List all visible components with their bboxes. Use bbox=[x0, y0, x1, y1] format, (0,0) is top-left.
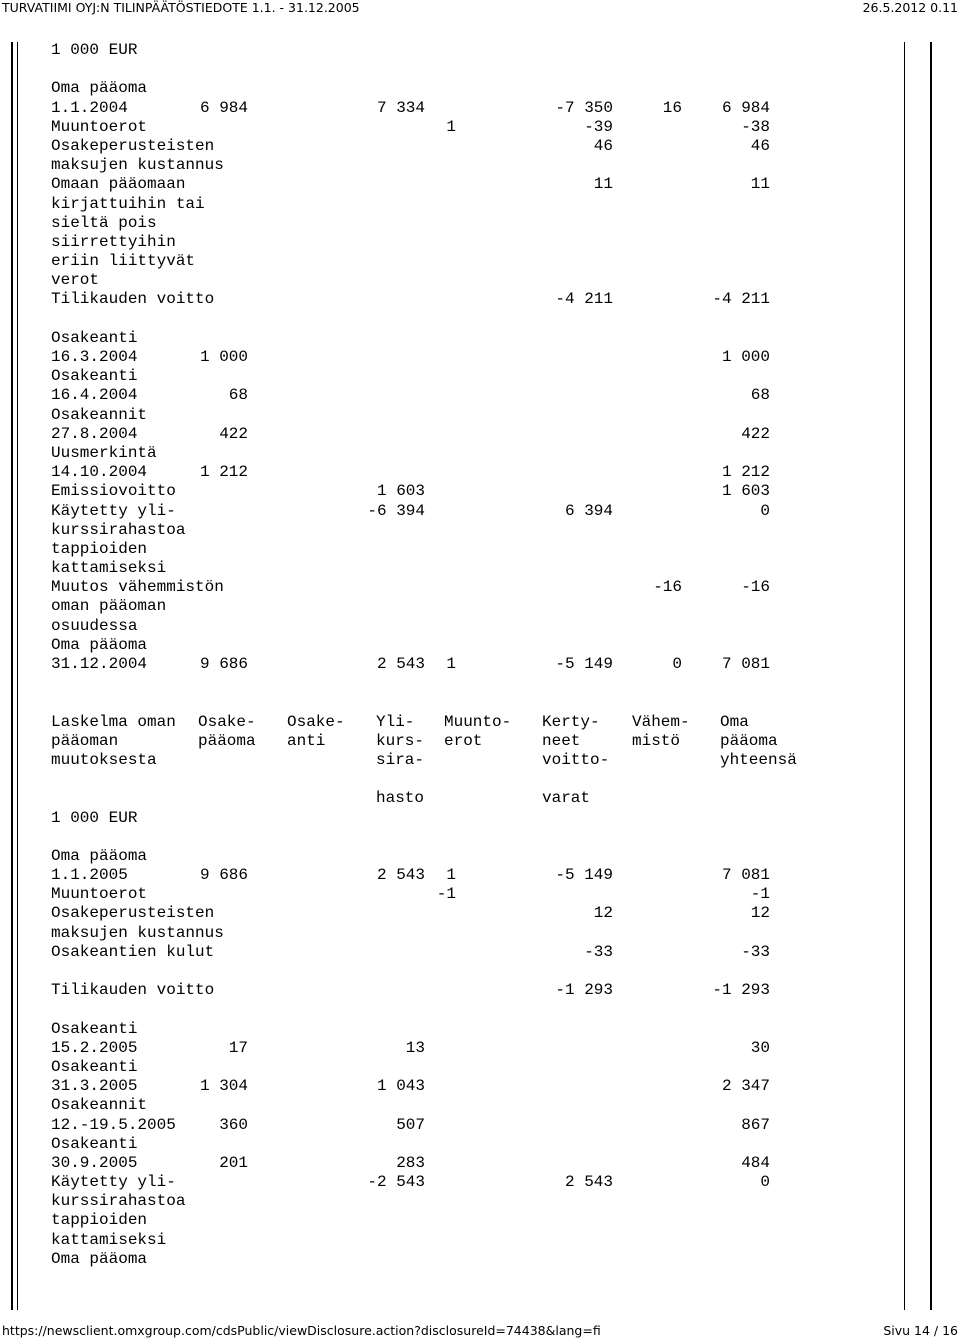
row-label: Käytetty yli- bbox=[51, 1173, 176, 1192]
row-label: Oma pääoma bbox=[51, 635, 148, 654]
row-label: 16.4.2004 bbox=[51, 386, 138, 405]
cell-value: 1 603 bbox=[376, 482, 425, 501]
cell-value: voitto- bbox=[542, 750, 610, 769]
cell-value: 13 bbox=[405, 1038, 425, 1057]
table-row bbox=[51, 924, 831, 943]
row-label: 15.2.2005 bbox=[51, 1038, 138, 1057]
cell-value: -6 394 bbox=[367, 501, 425, 520]
cell-value: varat bbox=[542, 789, 591, 808]
table-row bbox=[51, 847, 831, 866]
document-header bbox=[0, 0, 960, 18]
cell-value: Oma bbox=[720, 712, 749, 731]
table-row bbox=[51, 1058, 831, 1077]
cell-value: erot bbox=[444, 731, 483, 750]
cell-value: 68 bbox=[750, 386, 770, 405]
cell-value: 2 543 bbox=[376, 866, 425, 885]
row-label: verot bbox=[51, 271, 100, 290]
cell-value: 507 bbox=[396, 1115, 425, 1134]
row-label: Oma pääoma bbox=[51, 1249, 148, 1268]
cell-value: Kerty- bbox=[542, 712, 600, 731]
table-row bbox=[51, 751, 831, 770]
cell-value: 1 212 bbox=[199, 463, 248, 482]
row-label: oman pääoman bbox=[51, 597, 167, 616]
cell-value: Muunto- bbox=[444, 712, 512, 731]
cell-value: 12 bbox=[750, 904, 770, 923]
table-row bbox=[51, 828, 831, 847]
cell-value: 12 bbox=[593, 904, 613, 923]
equity-statement-table bbox=[51, 41, 831, 1291]
table-row bbox=[51, 693, 831, 712]
table-row bbox=[51, 214, 831, 233]
table-row bbox=[51, 943, 831, 962]
table-row bbox=[51, 981, 831, 1000]
table-row bbox=[51, 770, 831, 789]
cell-value: 422 bbox=[219, 424, 248, 443]
row-label: Omaan pääomaan bbox=[51, 175, 186, 194]
cell-value: -16 bbox=[741, 578, 770, 597]
row-label: maksujen kustannus bbox=[51, 923, 224, 942]
table-row bbox=[51, 156, 831, 175]
cell-value: kurs- bbox=[376, 731, 425, 750]
table-row bbox=[51, 463, 831, 482]
row-label: Osakeannit bbox=[51, 405, 148, 424]
row-label: sieltä pois bbox=[51, 213, 157, 232]
row-label: Osakeantien kulut bbox=[51, 942, 215, 961]
cell-value: -1 bbox=[750, 885, 770, 904]
table-row bbox=[51, 521, 831, 540]
row-label: Osakeperusteisten bbox=[51, 136, 215, 155]
page-number: Sivu 14 / 16 bbox=[883, 1323, 958, 1338]
table-row bbox=[51, 406, 831, 425]
table-row bbox=[51, 1250, 831, 1269]
cell-value: 16 bbox=[662, 98, 682, 117]
row-label: Muutos vähemmistön bbox=[51, 578, 224, 597]
cell-value: 1 000 bbox=[721, 348, 770, 366]
table-row bbox=[51, 79, 831, 98]
table-row bbox=[51, 329, 831, 348]
left-border-line bbox=[11, 42, 13, 1310]
row-label: Osakeanti bbox=[51, 1057, 138, 1076]
document-title: TURVATIIMI OYJ:N TILINPÄÄTÖSTIEDOTE 1.1. - 31.12.2005 bbox=[2, 0, 360, 15]
row-label: Uusmerkintä bbox=[51, 443, 157, 462]
table-row bbox=[51, 310, 831, 329]
row-label: 1 000 EUR bbox=[51, 41, 138, 59]
table-row bbox=[51, 1154, 831, 1173]
row-label: Osakeanti bbox=[51, 1019, 138, 1038]
row-label: 16.3.2004 bbox=[51, 348, 138, 366]
table-row bbox=[51, 1000, 831, 1019]
cell-value: neet bbox=[542, 731, 581, 750]
left-border-line-inner bbox=[17, 42, 18, 1310]
cell-value: 6 984 bbox=[199, 98, 248, 117]
table-row bbox=[51, 1211, 831, 1230]
row-label: osuudessa bbox=[51, 616, 138, 635]
table-row bbox=[51, 962, 831, 981]
document-footer bbox=[0, 1323, 960, 1341]
right-border-line-inner bbox=[904, 42, 905, 1310]
cell-value: -7 350 bbox=[555, 98, 613, 117]
table-row bbox=[51, 789, 831, 808]
table-row bbox=[51, 425, 831, 444]
row-label: 1.1.2005 bbox=[51, 866, 128, 885]
cell-value: hasto bbox=[376, 789, 425, 808]
cell-value: 0 bbox=[760, 501, 770, 520]
row-label: 1.1.2004 bbox=[51, 98, 128, 117]
table-row bbox=[51, 118, 831, 137]
table-row bbox=[51, 597, 831, 616]
table-row bbox=[51, 99, 831, 118]
row-label: kattamiseksi bbox=[51, 559, 167, 578]
cell-value: 46 bbox=[750, 136, 770, 155]
cell-value: -1 bbox=[436, 885, 456, 904]
cell-value: 0 bbox=[672, 655, 682, 673]
cell-value: 1 bbox=[446, 866, 456, 885]
cell-value: 867 bbox=[741, 1115, 770, 1134]
row-label: Osakeannit bbox=[51, 1096, 148, 1115]
row-label: 27.8.2004 bbox=[51, 424, 138, 443]
cell-value: -33 bbox=[584, 942, 613, 961]
row-label: 14.10.2004 bbox=[51, 463, 148, 482]
table-row bbox=[51, 502, 831, 521]
cell-value: pääoma bbox=[198, 731, 256, 750]
row-label: Osakeanti bbox=[51, 1134, 138, 1153]
cell-value: 6 984 bbox=[721, 98, 770, 117]
row-label: Osakeanti bbox=[51, 328, 138, 347]
table-row bbox=[51, 175, 831, 194]
cell-value: Osake- bbox=[198, 712, 256, 731]
table-row bbox=[51, 195, 831, 214]
cell-value: 9 686 bbox=[199, 655, 248, 673]
table-row bbox=[51, 1116, 831, 1135]
cell-value: 2 543 bbox=[376, 655, 425, 673]
row-label: tappioiden bbox=[51, 539, 148, 558]
cell-value: 422 bbox=[741, 424, 770, 443]
row-label: eriin liittyvät bbox=[51, 252, 196, 271]
row-label: kirjattuihin tai bbox=[51, 194, 205, 213]
table-row bbox=[51, 540, 831, 559]
row-label: kurssirahastoa bbox=[51, 1192, 186, 1211]
cell-value: 68 bbox=[228, 386, 248, 405]
table-row bbox=[51, 1192, 831, 1211]
table-row bbox=[51, 1077, 831, 1096]
cell-value: -1 293 bbox=[712, 981, 770, 1000]
cell-value: 1 304 bbox=[199, 1077, 248, 1096]
table-row bbox=[51, 713, 831, 732]
table-row bbox=[51, 367, 831, 386]
table-row bbox=[51, 904, 831, 923]
table-row bbox=[51, 1173, 831, 1192]
row-label: kurssirahastoa bbox=[51, 520, 186, 539]
cell-value: -4 211 bbox=[555, 290, 613, 309]
cell-value: Yli- bbox=[376, 712, 415, 731]
row-label: 31.3.2005 bbox=[51, 1077, 138, 1096]
row-label: Oma pääoma bbox=[51, 846, 148, 865]
table-row bbox=[51, 1231, 831, 1250]
table-row bbox=[51, 578, 831, 597]
row-label: Laskelma oman bbox=[51, 712, 176, 731]
table-row bbox=[51, 233, 831, 252]
cell-value: 30 bbox=[750, 1038, 770, 1057]
table-row bbox=[51, 290, 831, 309]
cell-value: -33 bbox=[741, 942, 770, 961]
table-row bbox=[51, 674, 831, 693]
table-row bbox=[51, 1039, 831, 1058]
right-border-line bbox=[930, 42, 932, 1310]
cell-value: 283 bbox=[396, 1153, 425, 1172]
row-label: Osakeperusteisten bbox=[51, 904, 215, 923]
cell-value: -16 bbox=[653, 578, 682, 597]
row-label: muutoksesta bbox=[51, 750, 157, 769]
cell-value: 0 bbox=[760, 1173, 770, 1192]
row-label: 1 000 EUR bbox=[51, 808, 138, 827]
row-label: maksujen kustannus bbox=[51, 156, 224, 175]
table-row bbox=[51, 482, 831, 501]
row-label: pääoman bbox=[51, 731, 119, 750]
print-datetime: 26.5.2012 0.11 bbox=[862, 0, 958, 15]
row-label: Tilikauden voitto bbox=[51, 290, 215, 309]
cell-value: 11 bbox=[593, 175, 613, 194]
cell-value: 1 043 bbox=[376, 1077, 425, 1096]
table-row bbox=[51, 617, 831, 636]
cell-value: 2 347 bbox=[721, 1077, 770, 1096]
cell-value: -5 149 bbox=[555, 655, 613, 673]
row-label: Osakeanti bbox=[51, 367, 138, 386]
cell-value: -4 211 bbox=[712, 290, 770, 309]
table-row bbox=[51, 271, 831, 290]
cell-value: pääoma bbox=[720, 731, 778, 750]
source-url: https://newsclient.omxgroup.com/cdsPublic/viewDisclosure.action?disclosureId=74438&lang=fi bbox=[2, 1323, 601, 1338]
table-row bbox=[51, 60, 831, 79]
cell-value: 17 bbox=[228, 1038, 248, 1057]
table-row bbox=[51, 885, 831, 904]
cell-value: 1 212 bbox=[721, 463, 770, 482]
cell-value: -2 543 bbox=[367, 1173, 425, 1192]
cell-value: 7 081 bbox=[721, 655, 770, 673]
table-row bbox=[51, 559, 831, 578]
cell-value: 201 bbox=[219, 1153, 248, 1172]
cell-value: 484 bbox=[741, 1153, 770, 1172]
row-label: 31.12.2004 bbox=[51, 655, 148, 673]
row-label: kattamiseksi bbox=[51, 1230, 167, 1249]
cell-value: 11 bbox=[750, 175, 770, 194]
cell-value: 1 bbox=[446, 117, 456, 136]
table-row bbox=[51, 348, 831, 367]
row-label: 30.9.2005 bbox=[51, 1153, 138, 1172]
table-row bbox=[51, 732, 831, 751]
cell-value: -39 bbox=[584, 117, 613, 136]
cell-value: 360 bbox=[219, 1115, 248, 1134]
table-row bbox=[51, 655, 831, 674]
table-row bbox=[51, 137, 831, 156]
cell-value: -5 149 bbox=[555, 866, 613, 885]
table-row bbox=[51, 1020, 831, 1039]
cell-value: mistö bbox=[632, 731, 681, 750]
cell-value: 1 000 bbox=[199, 348, 248, 366]
cell-value: 1 603 bbox=[721, 482, 770, 501]
cell-value: 7 081 bbox=[721, 866, 770, 885]
cell-value: 7 334 bbox=[376, 98, 425, 117]
cell-value: anti bbox=[287, 731, 326, 750]
table-row bbox=[51, 636, 831, 655]
cell-value: yhteensä bbox=[720, 750, 797, 769]
table-row bbox=[51, 41, 831, 60]
row-label: Tilikauden voitto bbox=[51, 981, 215, 1000]
cell-value: 1 bbox=[446, 655, 456, 673]
table-row bbox=[51, 252, 831, 271]
cell-value: -1 293 bbox=[555, 981, 613, 1000]
row-label: Muuntoerot bbox=[51, 117, 148, 136]
cell-value: Vähem- bbox=[632, 712, 690, 731]
table-row bbox=[51, 1135, 831, 1154]
cell-value: 9 686 bbox=[199, 866, 248, 885]
row-label: 12.-19.5.2005 bbox=[51, 1115, 176, 1134]
cell-value: -38 bbox=[741, 117, 770, 136]
row-label: Emissiovoitto bbox=[51, 482, 176, 501]
row-label: tappioiden bbox=[51, 1211, 148, 1230]
cell-value: sira- bbox=[376, 750, 425, 769]
table-row bbox=[51, 386, 831, 405]
table-row bbox=[51, 809, 831, 828]
row-label: Käytetty yli- bbox=[51, 501, 176, 520]
cell-value: 2 543 bbox=[564, 1173, 613, 1192]
cell-value: 6 394 bbox=[564, 501, 613, 520]
cell-value: 46 bbox=[593, 136, 613, 155]
table-row bbox=[51, 1096, 831, 1115]
table-row bbox=[51, 866, 831, 885]
row-label: Oma pääoma bbox=[51, 79, 148, 98]
cell-value: Osake- bbox=[287, 712, 345, 731]
row-label: Muuntoerot bbox=[51, 885, 148, 904]
row-label: siirrettyihin bbox=[51, 232, 176, 251]
table-row bbox=[51, 444, 831, 463]
